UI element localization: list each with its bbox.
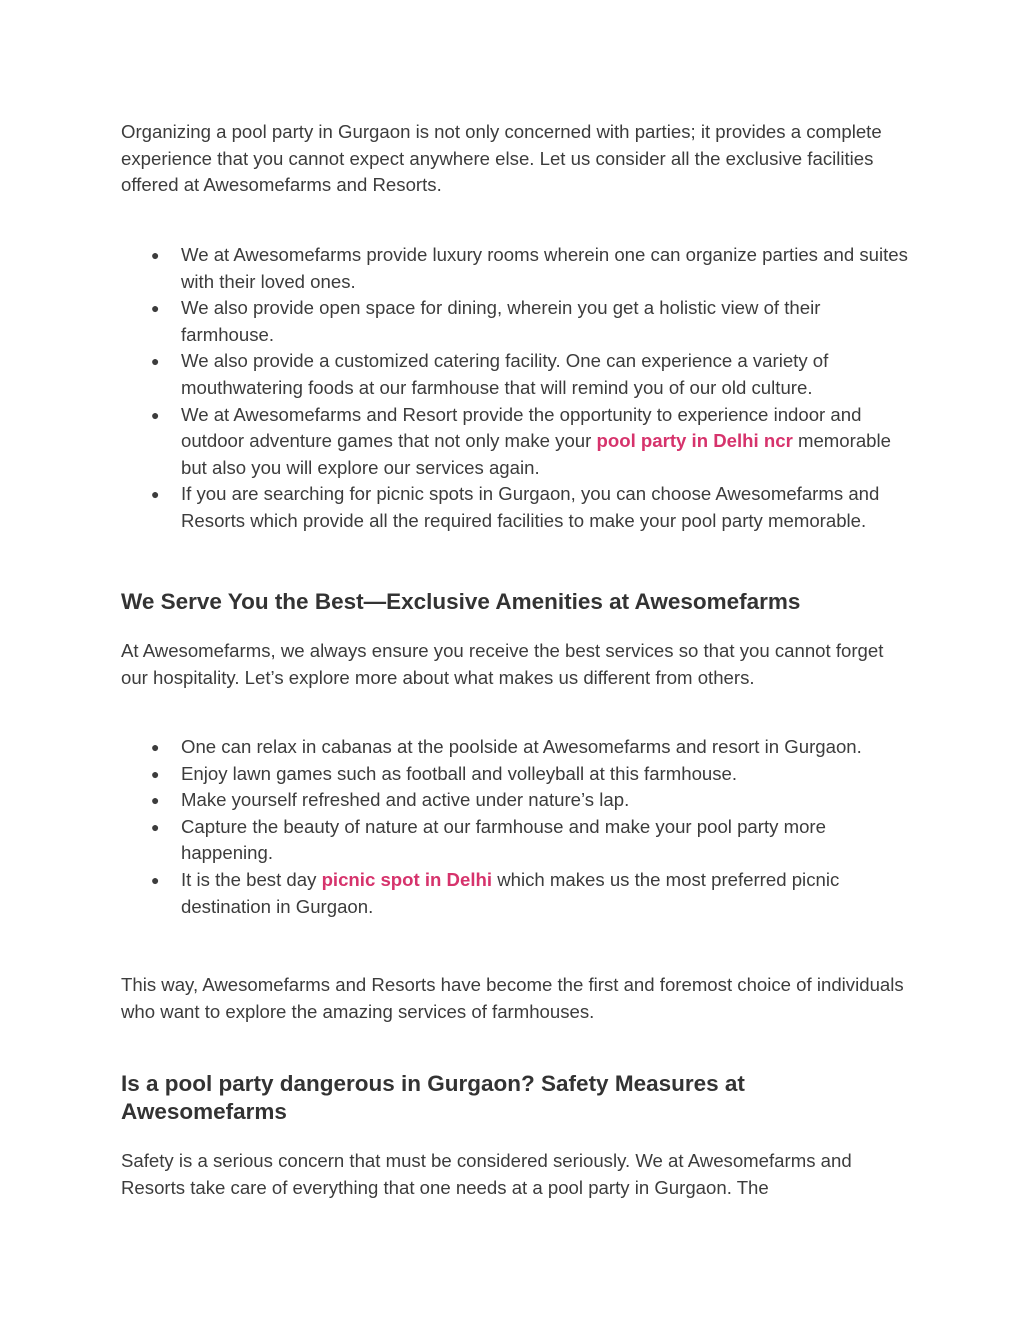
list-item (121, 867, 911, 920)
pool-party-link[interactable]: pool party in Delhi ncr (596, 430, 793, 452)
bullet-icon: ● (151, 353, 160, 370)
list-item (121, 242, 911, 295)
list-item-text: One can relax in cabanas at the poolside at Awesomefarms and resort in Gurgaon. (181, 736, 862, 757)
list-item-text: We at Awesomefarms provide luxury rooms wherein one can organize parties and suites with their loved ones. (181, 244, 908, 292)
list-item-text: It is the best day (181, 868, 322, 890)
picnic-spot-link[interactable]: picnic spot in Delhi (321, 868, 493, 890)
section-safety-paragraph: Safety is a serious concern that must be considered seriously. We at Awesomefarms and Resorts take care of everything that one needs at a pool party in Gurgaon. The (121, 1150, 852, 1198)
bullet-icon: ● (151, 818, 160, 835)
bullet-icon: ● (151, 247, 160, 263)
list-item-text: We also provide open space for dining, wherein you get a holistic view of their farmhouse. (181, 297, 821, 345)
section-heading-safety: Is a pool party dangerous in Gurgaon? Safety Measures at Awesomefarms (121, 1071, 745, 1124)
bullet-icon: ● (151, 792, 160, 809)
section-heading-best: We Serve You the Best—Exclusive Amenities at Awesomefarms (121, 589, 801, 614)
list-item (121, 402, 911, 482)
list-item-text: Make yourself refreshed and active under nature’s lap. (181, 789, 630, 811)
bullet-icon: ● (151, 486, 160, 503)
bullet-icon: ● (151, 406, 160, 423)
amenities-list (121, 734, 911, 920)
facilities-list (121, 242, 911, 535)
list-item (121, 481, 911, 534)
bullet-icon: ● (151, 300, 160, 317)
list-item (121, 814, 911, 867)
conclusion-paragraph: This way, Awesomefarms and Resorts have become the first and foremost choice of individuals who want to explore the amazing services of farmhouses. (121, 974, 904, 1022)
list-item-text: Enjoy lawn games such as football and volleyball at this farmhouse. (181, 762, 738, 784)
list-item (121, 348, 911, 401)
list-item-text: We at Awesomefarms and Resort provide the opportunity to experience indoor and outdoor adventure games that not only make your (181, 403, 862, 452)
bullet-icon: ● (151, 871, 160, 888)
intro-paragraph: Organizing a pool party in Gurgaon is not only concerned with parties; it provides a complete experience that you cannot expect anywhere else. Let us consider all the exclusive facilities offered at Awesomefarms and Resorts. (121, 121, 882, 196)
list-item-text: If you are searching for picnic spots in Gurgaon, you can choose Awesomefarms and Resorts which provide all the required facilities to make your pool party memorable. (181, 483, 880, 531)
bullet-icon: ● (151, 765, 160, 782)
list-item-text: which makes us the most preferred picnic destination in Gurgaon. (181, 868, 840, 917)
list-item-text: memorable but also you will explore our services again. (181, 430, 891, 478)
bullet-icon: ● (151, 739, 160, 755)
section-best-paragraph: At Awesomefarms, we always ensure you receive the best services so that you cannot forget our hospitality. Let’s explore more about what makes us different from others. (121, 640, 884, 688)
list-item (121, 787, 911, 814)
list-item (121, 734, 911, 761)
list-item (121, 761, 911, 788)
list-item-text: We also provide a customized catering facility. One can experience a variety of mouthwatering foods at our farmhouse that will remind you of our old culture. (181, 350, 829, 398)
list-item (121, 295, 911, 348)
list-item-text: Capture the beauty of nature at our farmhouse and make your pool party more happening. (181, 815, 826, 864)
